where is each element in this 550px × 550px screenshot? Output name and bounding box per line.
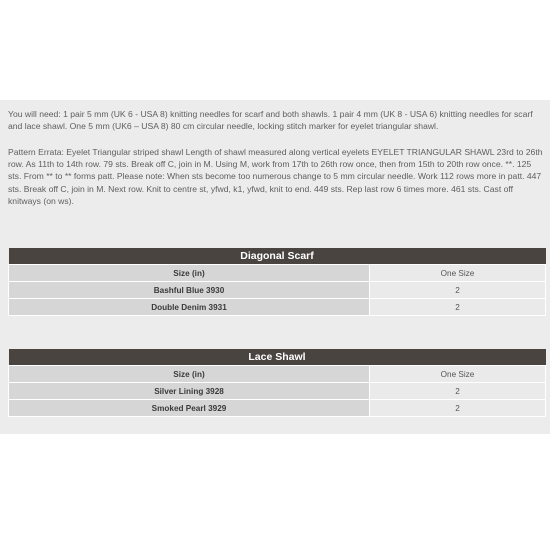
materials-paragraph: You will need: 1 pair 5 mm (UK 6 - USA 8) knitting needles for scarf and both shawls. 1 pair 4 mm (UK 8 - USA 6) knitting needles for scarf and lace shawl. One 5 mm (UK6 – USA 8) 80 cm circular needle, locking stitch marker for eyelet triangular shawl. [8,109,533,132]
yarn-name: Smoked Pearl 3929 [9,400,370,417]
table-title: Diagonal Scarf [9,248,546,265]
yarn-qty: 2 [370,383,546,400]
content-panel [0,100,550,434]
yarn-name: Silver Lining 3928 [9,383,370,400]
yarn-qty: 2 [370,282,546,299]
table-row [9,383,546,400]
yarn-name: Bashful Blue 3930 [9,282,370,299]
yarn-qty: 2 [370,400,546,417]
size-header: Size (in) [9,265,370,282]
one-size-header: One Size [370,265,546,282]
table-title: Lace Shawl [9,349,546,366]
errata-paragraph: Pattern Errata: Eyelet Triangular striped shawl Length of shawl measured along vertical eyelets EYELET TRIANGULAR SHAWL 23rd to 26th row. As 11th to 14th row. 79 sts. Break off C, join in M. Using M, work from 17th to 26th row once, then from 15th to 20th row once. **. 125 sts. From ** to ** forms patt. Please note: When sts become too numerous change to 5 mm circular needle. Work 112 rows more in patt. 447 sts. Break off C, join in M. Next row. Knit to centre st, yfwd, k1, yfwd, knit to end. 449 sts. Rep last row 6 times more. 461 sts. Cast off knitways (on ws). [8,147,543,206]
table-row [9,299,546,316]
table-row [9,282,546,299]
table-header-row [9,265,546,282]
size-header: Size (in) [9,366,370,383]
table-header-row [9,366,546,383]
yarn-qty: 2 [370,299,546,316]
lace-shawl-table [8,349,546,417]
yarn-name: Double Denim 3931 [9,299,370,316]
table-row [9,400,546,417]
one-size-header: One Size [370,366,546,383]
diagonal-scarf-table [8,248,546,316]
